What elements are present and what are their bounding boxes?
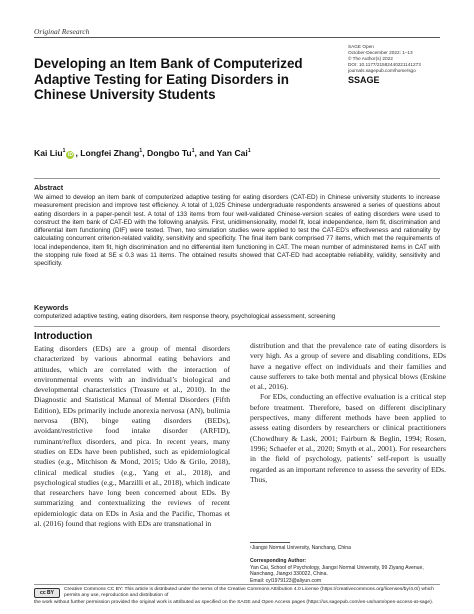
author-list	[34, 148, 251, 159]
author-name[interactable]: Kai Liu	[34, 148, 63, 158]
copyright: © The Author(s) 2022	[348, 56, 393, 62]
author-affiliation-mark: 1	[247, 148, 251, 155]
section-label: Original Research	[34, 27, 90, 36]
author-separator: , and	[194, 148, 217, 158]
introduction-heading: Introduction	[34, 331, 93, 342]
keywords-heading: Keywords	[34, 303, 69, 312]
keywords-rule	[34, 326, 440, 327]
journal-url[interactable]: journals.sagepub.com/home/sgo	[348, 68, 416, 74]
corresponding-heading: Corresponding Author:	[250, 558, 307, 564]
body-column-right	[250, 341, 446, 485]
journal-meta	[348, 44, 448, 85]
body-paragraph: distribution and that the prevalence rate of eating disorders is very high. As a group of severe and disabling conditions, EDs have a negative effect on individuals and their families and cause sufferers to take both mental and physical blows (Erskine et al., 2016).	[250, 341, 446, 392]
author-affiliation-mark: 1	[191, 148, 195, 155]
author-separator: ,	[75, 148, 81, 158]
corresponding-email[interactable]: Email: cyl1979123@aliyun.com	[250, 578, 322, 585]
cc-by-icon[interactable]: cc BY	[34, 588, 60, 598]
doi-link[interactable]: DOI: 10.1177/21582440221141273	[348, 62, 421, 68]
body-column-left	[34, 344, 230, 529]
author-name[interactable]: Longfei Zhang	[80, 148, 140, 158]
body-paragraph: For EDs, conducting an effective evaluation is a critical step before treatment. Therefore, based on different disciplinary perspectives, many different methods have been applied to assess eating disorders by researchers or clinical practitioners (Chowdhury & Lask, 2001; Fairburn & Beglin, 1994; Rosen, 1996; Schaefer et al., 2020; Smyth et al., 2001). For researchers in the field of psychology, patients’ self-report is usually regarded as an important reference to assess the severity of EDs. Thus,	[250, 392, 446, 484]
license-rule	[34, 584, 440, 585]
journal-name: SAGE Open	[348, 44, 374, 49]
corresponding-address: Yan Cai, School of Psychology, Jiangxi Normal University, 99 Ziyang Avenue, Nanchang, Jiangxi 330022, China.	[250, 564, 424, 578]
keywords-text: computerized adaptive testing, eating disorders, item response theory, psychological assessment, screening	[34, 313, 336, 320]
author-name[interactable]: Dongbo Tu	[146, 148, 192, 158]
corresponding-author	[250, 558, 446, 585]
author-name[interactable]: Yan Cai	[216, 148, 248, 158]
license-text: Creative Commons CC BY: This article is distributed under the terms of the Creative Commons Attribution 4.0 License (https://creativecommons.org/licenses/by/4.0/) which permits any use, reproduction and distribution of	[64, 587, 434, 599]
abstract-text: We aimed to develop an item bank of computerized adaptive testing for eating disorders (CAT-ED) in Chinese university students to increase measurement precision and improve test efficiency. A total of 1,025 Chinese undergraduate respondents answered a series of questions about eating disorders in a paper-pencil test. A total of 133 items from four well-validated Chinese-version scales of eating disorders were used to construct the item bank of CAT-ED with the following analysis. First, unidimensionality, model fit, local independence, item fit, discrimination and differential item functioning (DIF) were tested. Then, two simulation studies were applied to test the CAT-ED’s effectiveness and rationality by calculating concurrent criterion-related validity, sensitivity and specificity. The final item bank comprised 77 items, which met the requirements of local independence, item fit, high discrimination and no differential item functioning in CAT. The mean number of administered items in CAT with the stopping rule fixed at SE ≤ 0.3 was 11 items. The obtained results showed that CAT-ED had acceptable reliability, validity, sensitivity and specificity.	[34, 194, 440, 267]
license-text-continued: the work without further permission provided the original work is attributed as specified on the SAGE and Open Access pages (https://us.sagepub.com/en-us/nam/open-access-at-sage).	[34, 600, 434, 605]
author-affiliation-mark: 1	[139, 148, 143, 155]
author-separator: ,	[142, 148, 147, 158]
affiliation-footnote: ¹Jiangxi Normal University, Nanchang, China	[250, 545, 351, 551]
header-rule	[34, 37, 440, 38]
body-paragraph: Eating disorders (EDs) are a group of mental disorders characterized by various abnormal eating behaviors and attitudes, which are correlated with the interaction of environmental events with an individual’s biological and developmental characteristics (Treasure et al., 2010). In the Diagnostic and Statistical Manual of Mental Disorders (Fifth Edition), EDs primarily include anorexia nervosa (AN), bulimia nervosa (BN), binge eating disorders (BEDs), avoidant/restrictive food intake disorder (ARFID), ruminant/reflux disorders, and pica. In recent years, many studies on EDs have been published, such as epidemiological studies (e.g., Mitchison & Mond, 2015; Udo & Grilo, 2018), clinical medical studies (e.g., Yang et al., 2018), and psychological studies (e.g., Marzilli et al., 2018), which indicate that researchers have long been concerned about EDs. By summarizing and contextualizing the reviews of recent epidemiologic data on EDs in Asia and the Pacific, Thomas et al. (2016) found that regions with EDs are transnational in	[34, 344, 230, 529]
sage-logo: SSAGE	[348, 75, 380, 86]
journal-issue: October-December 2022: 1–13	[348, 50, 413, 56]
abstract-rule	[34, 178, 440, 179]
abstract-heading: Abstract	[34, 183, 64, 192]
author-affiliation-mark: 1	[62, 148, 66, 155]
orcid-icon[interactable]: iD	[67, 152, 73, 158]
footnote-rule	[250, 542, 290, 543]
article-title: Developing an Item Bank of Computerized Adaptive Testing for Eating Disorders in Chinese University Students	[34, 56, 303, 102]
